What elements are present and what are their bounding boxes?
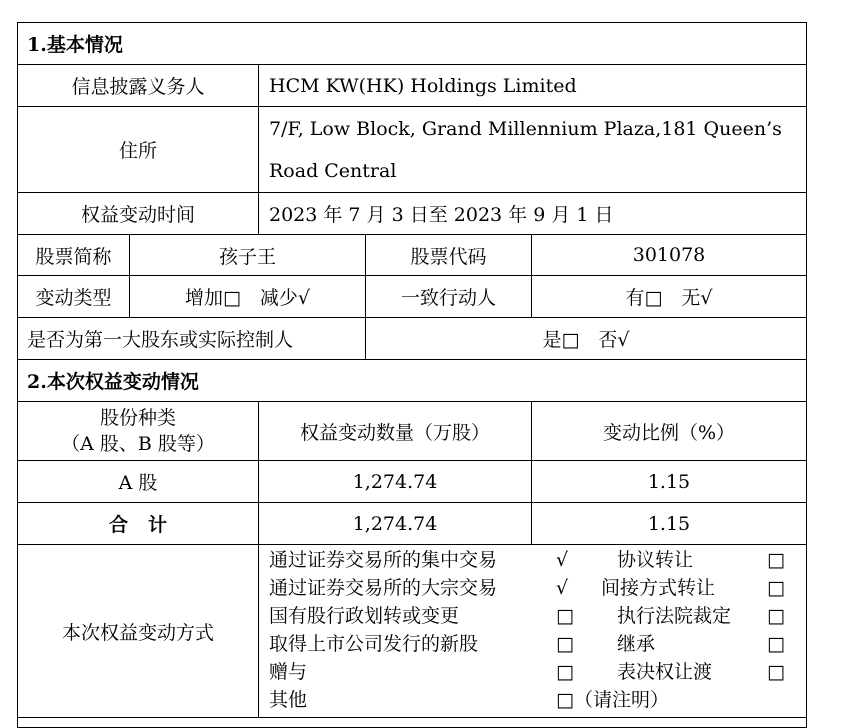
section2-title: 2.本次权益变动情况 xyxy=(18,360,807,402)
share-type-header-line1: 股份种类 xyxy=(99,407,176,429)
section1-title: 1.基本情况 xyxy=(18,23,807,65)
method-row xyxy=(18,545,807,718)
section2-header-row xyxy=(18,402,807,461)
address-label: 住所 xyxy=(18,107,259,193)
row-total-label xyxy=(18,503,259,545)
method-right-mark: □ xyxy=(767,605,785,627)
concert-label: 一致行动人 xyxy=(366,276,532,318)
stock-code-label: 股票代码 xyxy=(366,235,532,276)
stock-row xyxy=(18,235,807,276)
largest-holder-row xyxy=(18,318,807,360)
share-type-header-line2: （A 股、B 股等） xyxy=(61,433,215,455)
table-continuation-row xyxy=(18,718,807,728)
method-right-mark: □ xyxy=(767,633,785,655)
quantity-header: 权益变动数量（万股） xyxy=(259,402,532,461)
method-left-mark: √ xyxy=(556,577,569,599)
row-a-share-quantity: 1,274.74 xyxy=(259,461,532,503)
discloser-label: 信息披露义务人 xyxy=(18,65,259,107)
method-left-mark: □ xyxy=(556,605,574,627)
method-left-label: 赠与 xyxy=(269,661,308,683)
concert-value: 有□ 无√ xyxy=(532,276,807,318)
method-left-mark: □（请注明） xyxy=(556,689,669,711)
row-total-ratio: 1.15 xyxy=(532,503,807,545)
method-right-label: 表决权让渡 xyxy=(617,661,713,683)
row-a-share-type: A 股 xyxy=(18,461,259,503)
row-total-quantity: 1,274.74 xyxy=(259,503,532,545)
method-left-mark: √ xyxy=(556,549,569,571)
method-grid xyxy=(259,545,804,717)
method-right-label: 继承 xyxy=(617,633,656,655)
section1-title-row xyxy=(18,23,807,65)
method-left-label: 其他 xyxy=(269,689,308,711)
table-row xyxy=(18,461,807,503)
period-row xyxy=(18,193,807,235)
change-type-value: 增加□ 减少√ xyxy=(130,276,366,318)
ratio-header: 变动比例（%） xyxy=(532,402,807,461)
method-left-label: 通过证券交易所的集中交易 xyxy=(269,549,498,571)
method-right-label: 协议转让 xyxy=(617,549,694,571)
method-right-mark: □ xyxy=(767,661,785,683)
change-type-label: 变动类型 xyxy=(18,276,130,318)
method-left-mark: □ xyxy=(556,633,574,655)
largest-holder-label: 是否为第一大股东或实际控制人 xyxy=(18,318,366,360)
method-left-label: 取得上市公司发行的新股 xyxy=(269,633,479,655)
stock-name-label: 股票简称 xyxy=(18,235,130,276)
address-value: 7/F, Low Block, Grand Millennium Plaza,181 Queen’s Road Central xyxy=(259,107,807,193)
method-label: 本次权益变动方式 xyxy=(18,545,259,718)
address-row xyxy=(18,107,807,193)
stock-code-value: 301078 xyxy=(532,235,807,276)
share-type-header xyxy=(18,402,259,461)
method-right-label: 间接方式转让 xyxy=(601,577,716,599)
method-options xyxy=(259,545,807,718)
method-right-mark: □ xyxy=(767,577,785,599)
row-total-type: 合计 xyxy=(108,514,187,536)
change-type-row xyxy=(18,276,807,318)
equity-change-table xyxy=(17,22,807,728)
method-left-label: 通过证券交易所的大宗交易 xyxy=(269,577,498,599)
method-left-label: 国有股行政划转或变更 xyxy=(269,605,460,627)
stock-name-value: 孩子王 xyxy=(130,235,366,276)
row-a-share-ratio: 1.15 xyxy=(532,461,807,503)
table-row xyxy=(18,503,807,545)
method-left-mark: □ xyxy=(556,661,574,683)
period-value: 2023 年 7 月 3 日至 2023 年 9 月 1 日 xyxy=(259,193,807,235)
method-right-label: 执行法院裁定 xyxy=(617,605,732,627)
discloser-row xyxy=(18,65,807,107)
period-label: 权益变动时间 xyxy=(18,193,259,235)
largest-holder-value: 是□ 否√ xyxy=(366,318,807,360)
discloser-value: HCM KW(HK) Holdings Limited xyxy=(259,65,807,107)
section2-title-row xyxy=(18,360,807,402)
table-continuation xyxy=(18,718,807,728)
method-right-mark: □ xyxy=(767,549,785,571)
